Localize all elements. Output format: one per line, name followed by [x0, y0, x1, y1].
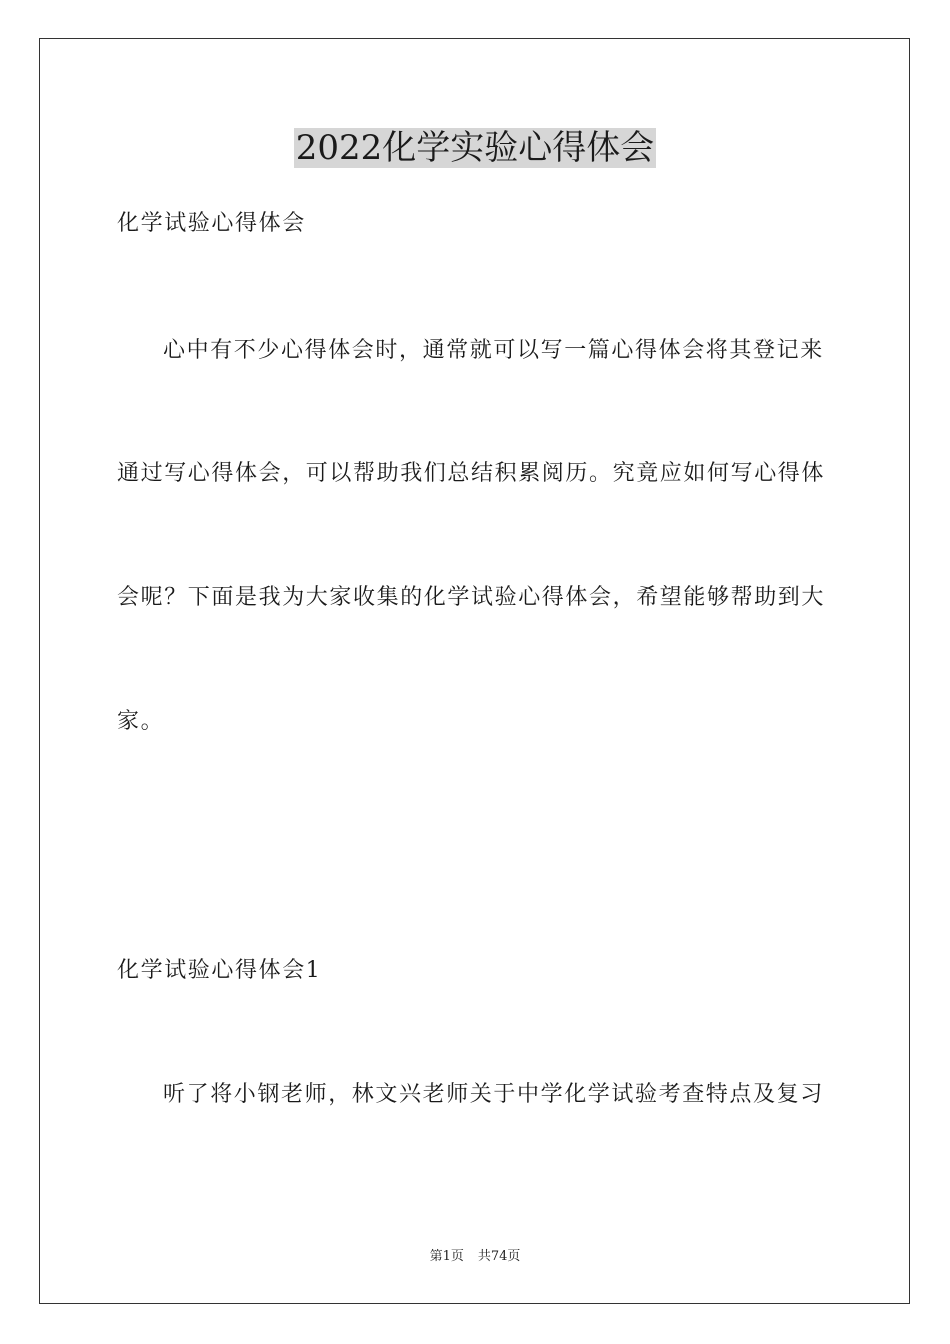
- section-heading: 化学试验心得体会1: [117, 958, 322, 983]
- paragraph-line: 心中有不少心得体会时，通常就可以写一篇心得体会将其登记来: [163, 338, 824, 363]
- paragraph-line: 会呢？下面是我为大家收集的化学试验心得体会，希望能够帮助到大: [117, 585, 826, 610]
- paragraph-line: 听了将小钢老师，林文兴老师关于中学化学试验考查特点及复习: [163, 1082, 824, 1107]
- document-title: [0, 126, 950, 170]
- intro-heading: 化学试验心得体会: [117, 211, 306, 236]
- page-number: 第1页: [429, 1249, 464, 1264]
- page-footer: [0, 1248, 950, 1266]
- paragraph-line: 通过写心得体会，可以帮助我们总结积累阅历。究竟应如何写心得体: [117, 461, 826, 486]
- document-title-text: 2022化学实验心得体会: [295, 128, 655, 168]
- paragraph-line: 家。: [117, 709, 165, 734]
- page-total: 共74页: [477, 1249, 521, 1264]
